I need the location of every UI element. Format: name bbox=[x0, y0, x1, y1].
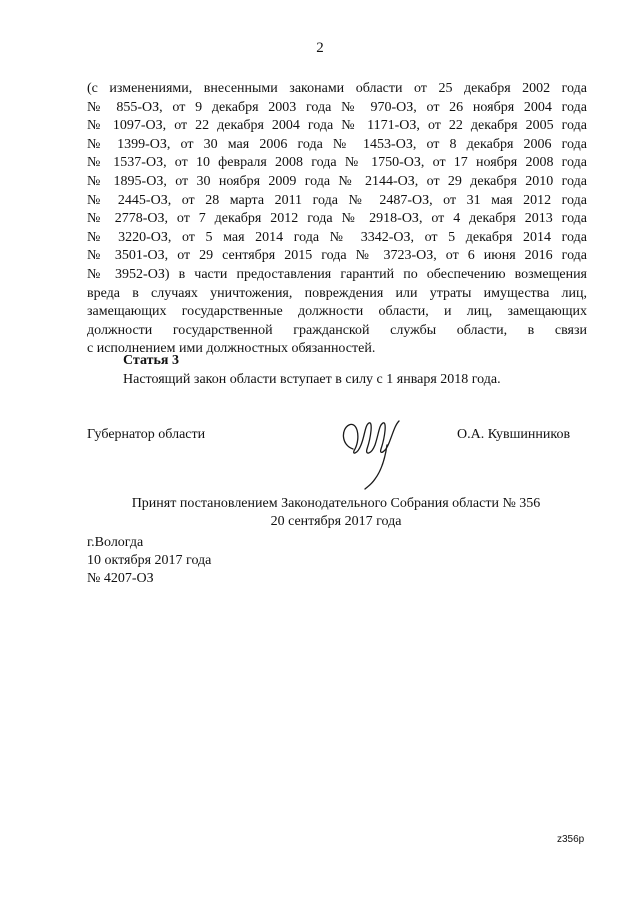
body-line: должности государственной гражданской службы области, в связи bbox=[87, 322, 587, 338]
handwritten-signature bbox=[335, 415, 405, 490]
law-number: № 4207-ОЗ bbox=[87, 571, 154, 586]
body-line: № 1399-ОЗ, от 30 мая 2006 года № 1453-ОЗ, от 8 декабря 2006 года bbox=[87, 136, 587, 152]
body-line: № 1537-ОЗ, от 10 февраля 2008 года № 1750-ОЗ, от 17 ноября 2008 года bbox=[87, 155, 587, 171]
body-line: № 3501-ОЗ, от 29 сентября 2015 года № 3723-ОЗ, от 6 июня 2016 года bbox=[87, 248, 587, 264]
governor-name: О.А. Кувшинников bbox=[457, 427, 571, 442]
signing-date: 10 октября 2017 года bbox=[87, 553, 212, 568]
page-number: 2 bbox=[316, 40, 324, 56]
article-text: Настоящий закон области вступает в силу с 1 января 2018 года. bbox=[123, 372, 501, 387]
body-line: № 1895-ОЗ, от 30 ноября 2009 года № 2144-ОЗ, от 29 декабря 2010 года bbox=[87, 173, 587, 189]
body-line: с исполнением ими должностных обязанностей. bbox=[87, 341, 376, 357]
body-line: № 1097-ОЗ, от 22 декабря 2004 года № 1171-ОЗ, от 22 декабря 2005 года bbox=[87, 118, 587, 134]
body-line: № 2778-ОЗ, от 7 декабря 2012 года № 2918-ОЗ, от 4 декабря 2013 года bbox=[87, 211, 587, 227]
adoption-date: 20 сентября 2017 года bbox=[270, 514, 402, 529]
adoption-line: Принят постановлением Законодательного Собрания области № 356 bbox=[131, 496, 541, 511]
adoption-note bbox=[0, 495, 640, 531]
body-line: № 855-ОЗ, от 9 декабря 2003 года № 970-ОЗ, от 26 ноября 2004 года bbox=[87, 99, 587, 115]
article-heading: Статья 3 bbox=[123, 353, 179, 368]
document-code: z356p bbox=[557, 834, 585, 845]
body-line: замещающих государственные должности области, и лиц, замещающих bbox=[87, 304, 587, 320]
body-line: № 3952-ОЗ) в части предоставления гарантий по обеспечению возмещения bbox=[87, 266, 587, 282]
body-line: вреда в случаях уничтожения, повреждения или утраты имущества лиц, bbox=[87, 285, 587, 301]
body-line: № 3220-ОЗ, от 5 мая 2014 года № 3342-ОЗ, от 5 декабря 2014 года bbox=[87, 229, 587, 245]
city: г.Вологда bbox=[87, 535, 144, 550]
law-body-text bbox=[87, 80, 587, 359]
governor-title: Губернатор области bbox=[87, 427, 206, 442]
body-line: № 2445-ОЗ, от 28 марта 2011 года № 2487-ОЗ, от 31 мая 2012 года bbox=[87, 192, 587, 208]
body-line: (с изменениями, внесенными законами области от 25 декабря 2002 года bbox=[87, 81, 587, 96]
